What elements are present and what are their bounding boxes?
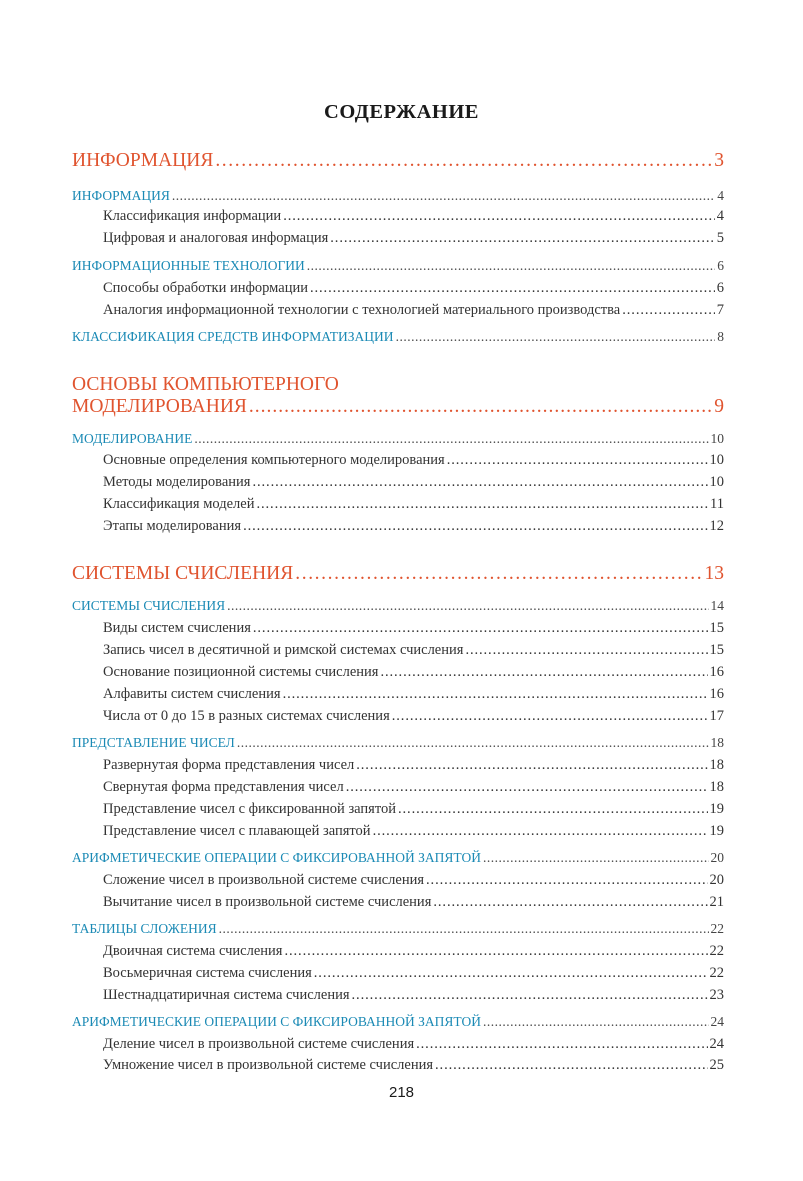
section-title: ТАБЛИЦЫ СЛОЖЕНИЯ xyxy=(72,921,217,936)
item-title: Основание позиционной системы счисления xyxy=(103,664,379,680)
page-title: СОДЕРЖАНИЕ xyxy=(324,101,479,123)
item-title: Классификация моделей xyxy=(103,496,255,512)
dot-leader xyxy=(283,208,715,225)
dot-leader xyxy=(380,664,707,681)
item-page: 5 xyxy=(716,230,724,246)
dot-leader xyxy=(243,518,707,535)
item-title: Этапы моделирования xyxy=(103,518,242,534)
item-title: Шестнадцатиричная система счисления xyxy=(103,987,350,1003)
section-title: ПРЕДСТАВЛЕНИЕ ЧИСЕЛ xyxy=(72,735,235,750)
item-page: 19 xyxy=(709,823,724,839)
toc-item[interactable] xyxy=(103,474,724,491)
dot-leader xyxy=(352,987,708,1004)
chapter-title: ИНФОРМАЦИЯ xyxy=(72,150,214,171)
item-title: Классификация информации xyxy=(103,208,282,224)
item-title: Восьмеричная система счисления xyxy=(103,965,312,981)
item-title: Виды систем счисления xyxy=(103,620,251,636)
item-title: Числа от 0 до 15 в разных системах счисления xyxy=(103,708,390,724)
item-page: 15 xyxy=(709,642,724,658)
dot-leader xyxy=(356,757,707,774)
dot-leader xyxy=(172,188,715,204)
item-title: Основные определения компьютерного моделирования xyxy=(103,452,445,468)
dot-leader xyxy=(433,894,707,911)
section-title: КЛАССИФИКАЦИЯ СРЕДСТВ ИНФОРМАТИЗАЦИИ xyxy=(72,329,394,344)
item-page: 24 xyxy=(709,1036,724,1052)
toc-item[interactable] xyxy=(103,801,724,818)
toc-section[interactable] xyxy=(72,850,724,866)
dot-leader xyxy=(194,431,708,447)
dot-leader xyxy=(283,686,708,703)
chapter-title-line1: ОСНОВЫ КОМПЬЮТЕРНОГО xyxy=(72,374,339,395)
item-title: Умножение чисел в произвольной системе счисления xyxy=(103,1057,434,1073)
toc-section[interactable] xyxy=(72,598,724,614)
item-page: 12 xyxy=(709,518,724,534)
toc-section[interactable] xyxy=(72,188,724,204)
dot-leader xyxy=(426,872,707,889)
toc-chapter-informatsiya[interactable] xyxy=(72,150,724,172)
item-page: 6 xyxy=(716,280,724,296)
dot-leader xyxy=(227,598,708,614)
item-title: Представление чисел с фиксированной запятой xyxy=(103,801,396,817)
toc-item[interactable] xyxy=(103,894,724,911)
toc-item[interactable] xyxy=(103,452,724,469)
toc-section[interactable] xyxy=(72,1014,724,1030)
dot-leader xyxy=(215,150,712,172)
dot-leader xyxy=(396,329,716,345)
toc-item[interactable] xyxy=(103,620,724,637)
item-title: Аналогия информационной технологии с технологией материального производства xyxy=(103,302,621,318)
dot-leader xyxy=(252,474,707,491)
toc-item[interactable] xyxy=(103,496,724,513)
item-title: Свернутая форма представления чисел xyxy=(103,779,344,795)
chapter-page: 3 xyxy=(714,150,724,171)
toc-section[interactable] xyxy=(72,431,724,447)
toc-item[interactable] xyxy=(103,987,724,1004)
item-page: 16 xyxy=(709,664,724,680)
toc-item[interactable] xyxy=(103,686,724,703)
toc-item[interactable] xyxy=(103,708,724,725)
toc-item[interactable] xyxy=(103,230,724,247)
section-title: СИСТЕМЫ СЧИСЛЕНИЯ xyxy=(72,598,226,613)
dot-leader xyxy=(310,280,715,297)
section-title: АРИФМЕТИЧЕСКИЕ ОПЕРАЦИИ С ФИКСИРОВАННОЙ ЗАПЯТОЙ xyxy=(72,1014,481,1029)
dot-leader xyxy=(256,496,708,513)
toc-chapter-osnovy-modelirovaniya[interactable] xyxy=(72,374,724,418)
item-page: 22 xyxy=(709,965,724,981)
section-page: 22 xyxy=(710,921,724,936)
dot-leader xyxy=(330,230,714,247)
dot-leader xyxy=(237,735,709,751)
item-title: Цифровая и аналоговая информация xyxy=(103,230,329,246)
dot-leader xyxy=(249,396,712,418)
dot-leader xyxy=(398,801,708,818)
item-page: 18 xyxy=(709,779,724,795)
dot-leader xyxy=(416,1036,707,1053)
toc-section[interactable] xyxy=(72,921,724,937)
section-page: 18 xyxy=(710,735,724,750)
dot-leader xyxy=(307,258,715,274)
toc-item[interactable] xyxy=(103,302,724,319)
dot-leader xyxy=(219,921,709,937)
item-title: Способы обработки информации xyxy=(103,280,308,296)
item-title: Методы моделирования xyxy=(103,474,251,490)
item-title: Запись чисел в десятичной и римской системах счисления xyxy=(103,642,464,658)
item-title: Сложение чисел в произвольной системе счисления xyxy=(103,872,425,888)
item-title: Развернутая форма представления чисел xyxy=(103,757,355,773)
section-page: 24 xyxy=(710,1014,724,1029)
item-page: 11 xyxy=(710,496,724,512)
item-page: 4 xyxy=(716,208,724,224)
item-title: Вычитание чисел в произвольной системе счисления xyxy=(103,894,432,910)
dot-leader xyxy=(622,302,715,319)
section-title: ИНФОРМАЦИОННЫЕ ТЕХНОЛОГИИ xyxy=(72,258,305,273)
toc-item[interactable] xyxy=(103,965,724,982)
item-title: Представление чисел с плавающей запятой xyxy=(103,823,371,839)
dot-leader xyxy=(314,965,708,982)
item-page: 17 xyxy=(709,708,724,724)
dot-leader xyxy=(447,452,708,469)
dot-leader xyxy=(465,642,707,659)
toc-item[interactable] xyxy=(103,1057,724,1074)
toc-section[interactable] xyxy=(72,329,724,345)
toc-item[interactable] xyxy=(103,823,724,840)
chapter-title-line2-row xyxy=(72,396,724,418)
dot-leader xyxy=(346,779,708,796)
chapter-page: 9 xyxy=(714,396,724,417)
dot-leader xyxy=(373,823,708,840)
toc-item[interactable] xyxy=(103,664,724,681)
toc-chapter-sistemy-schisleniya[interactable] xyxy=(72,563,724,585)
item-page: 20 xyxy=(709,872,724,888)
section-page: 6 xyxy=(717,258,724,273)
toc-item[interactable] xyxy=(103,943,724,960)
item-page: 7 xyxy=(716,302,724,318)
item-title: Деление чисел в произвольной системе счисления xyxy=(103,1036,415,1052)
section-title: ИНФОРМАЦИЯ xyxy=(72,188,170,203)
toc-item[interactable] xyxy=(103,779,724,796)
chapter-title-line2: МОДЕЛИРОВАНИЯ xyxy=(72,396,247,417)
toc-item[interactable] xyxy=(103,208,724,225)
item-page: 10 xyxy=(709,452,724,468)
toc-section[interactable] xyxy=(72,258,724,274)
dot-leader xyxy=(483,850,709,866)
toc-item[interactable] xyxy=(103,642,724,659)
item-page: 25 xyxy=(709,1057,724,1073)
toc-item[interactable] xyxy=(103,518,724,535)
item-page: 10 xyxy=(709,474,724,490)
item-page: 15 xyxy=(709,620,724,636)
item-title: Двоичная система счисления xyxy=(103,943,283,959)
item-page: 19 xyxy=(709,801,724,817)
item-page: 16 xyxy=(709,686,724,702)
toc-item[interactable] xyxy=(103,280,724,297)
item-page: 21 xyxy=(709,894,724,910)
dot-leader xyxy=(253,620,708,637)
section-page: 20 xyxy=(710,850,724,865)
dot-leader xyxy=(392,708,708,725)
section-title: МОДЕЛИРОВАНИЕ xyxy=(72,431,193,446)
chapter-page: 13 xyxy=(704,563,724,584)
dot-leader xyxy=(483,1014,709,1030)
toc-item[interactable] xyxy=(103,1036,724,1053)
section-title: АРИФМЕТИЧЕСКИЕ ОПЕРАЦИИ С ФИКСИРОВАННОЙ ЗАПЯТОЙ xyxy=(72,850,481,865)
item-title: Алфавиты систем счисления xyxy=(103,686,281,702)
chapter-title: СИСТЕМЫ СЧИСЛЕНИЯ xyxy=(72,563,294,584)
item-page: 23 xyxy=(709,987,724,1003)
item-page: 22 xyxy=(709,943,724,959)
dot-leader xyxy=(295,563,702,585)
item-page: 18 xyxy=(709,757,724,773)
dot-leader xyxy=(284,943,707,960)
section-page: 4 xyxy=(717,188,724,203)
page-number: 218 xyxy=(388,1084,415,1101)
toc-item[interactable] xyxy=(103,872,724,889)
section-page: 8 xyxy=(717,329,724,344)
toc-item[interactable] xyxy=(103,757,724,774)
section-page: 14 xyxy=(710,598,724,613)
section-page: 10 xyxy=(710,431,724,446)
toc-section[interactable] xyxy=(72,735,724,751)
dot-leader xyxy=(435,1057,707,1074)
